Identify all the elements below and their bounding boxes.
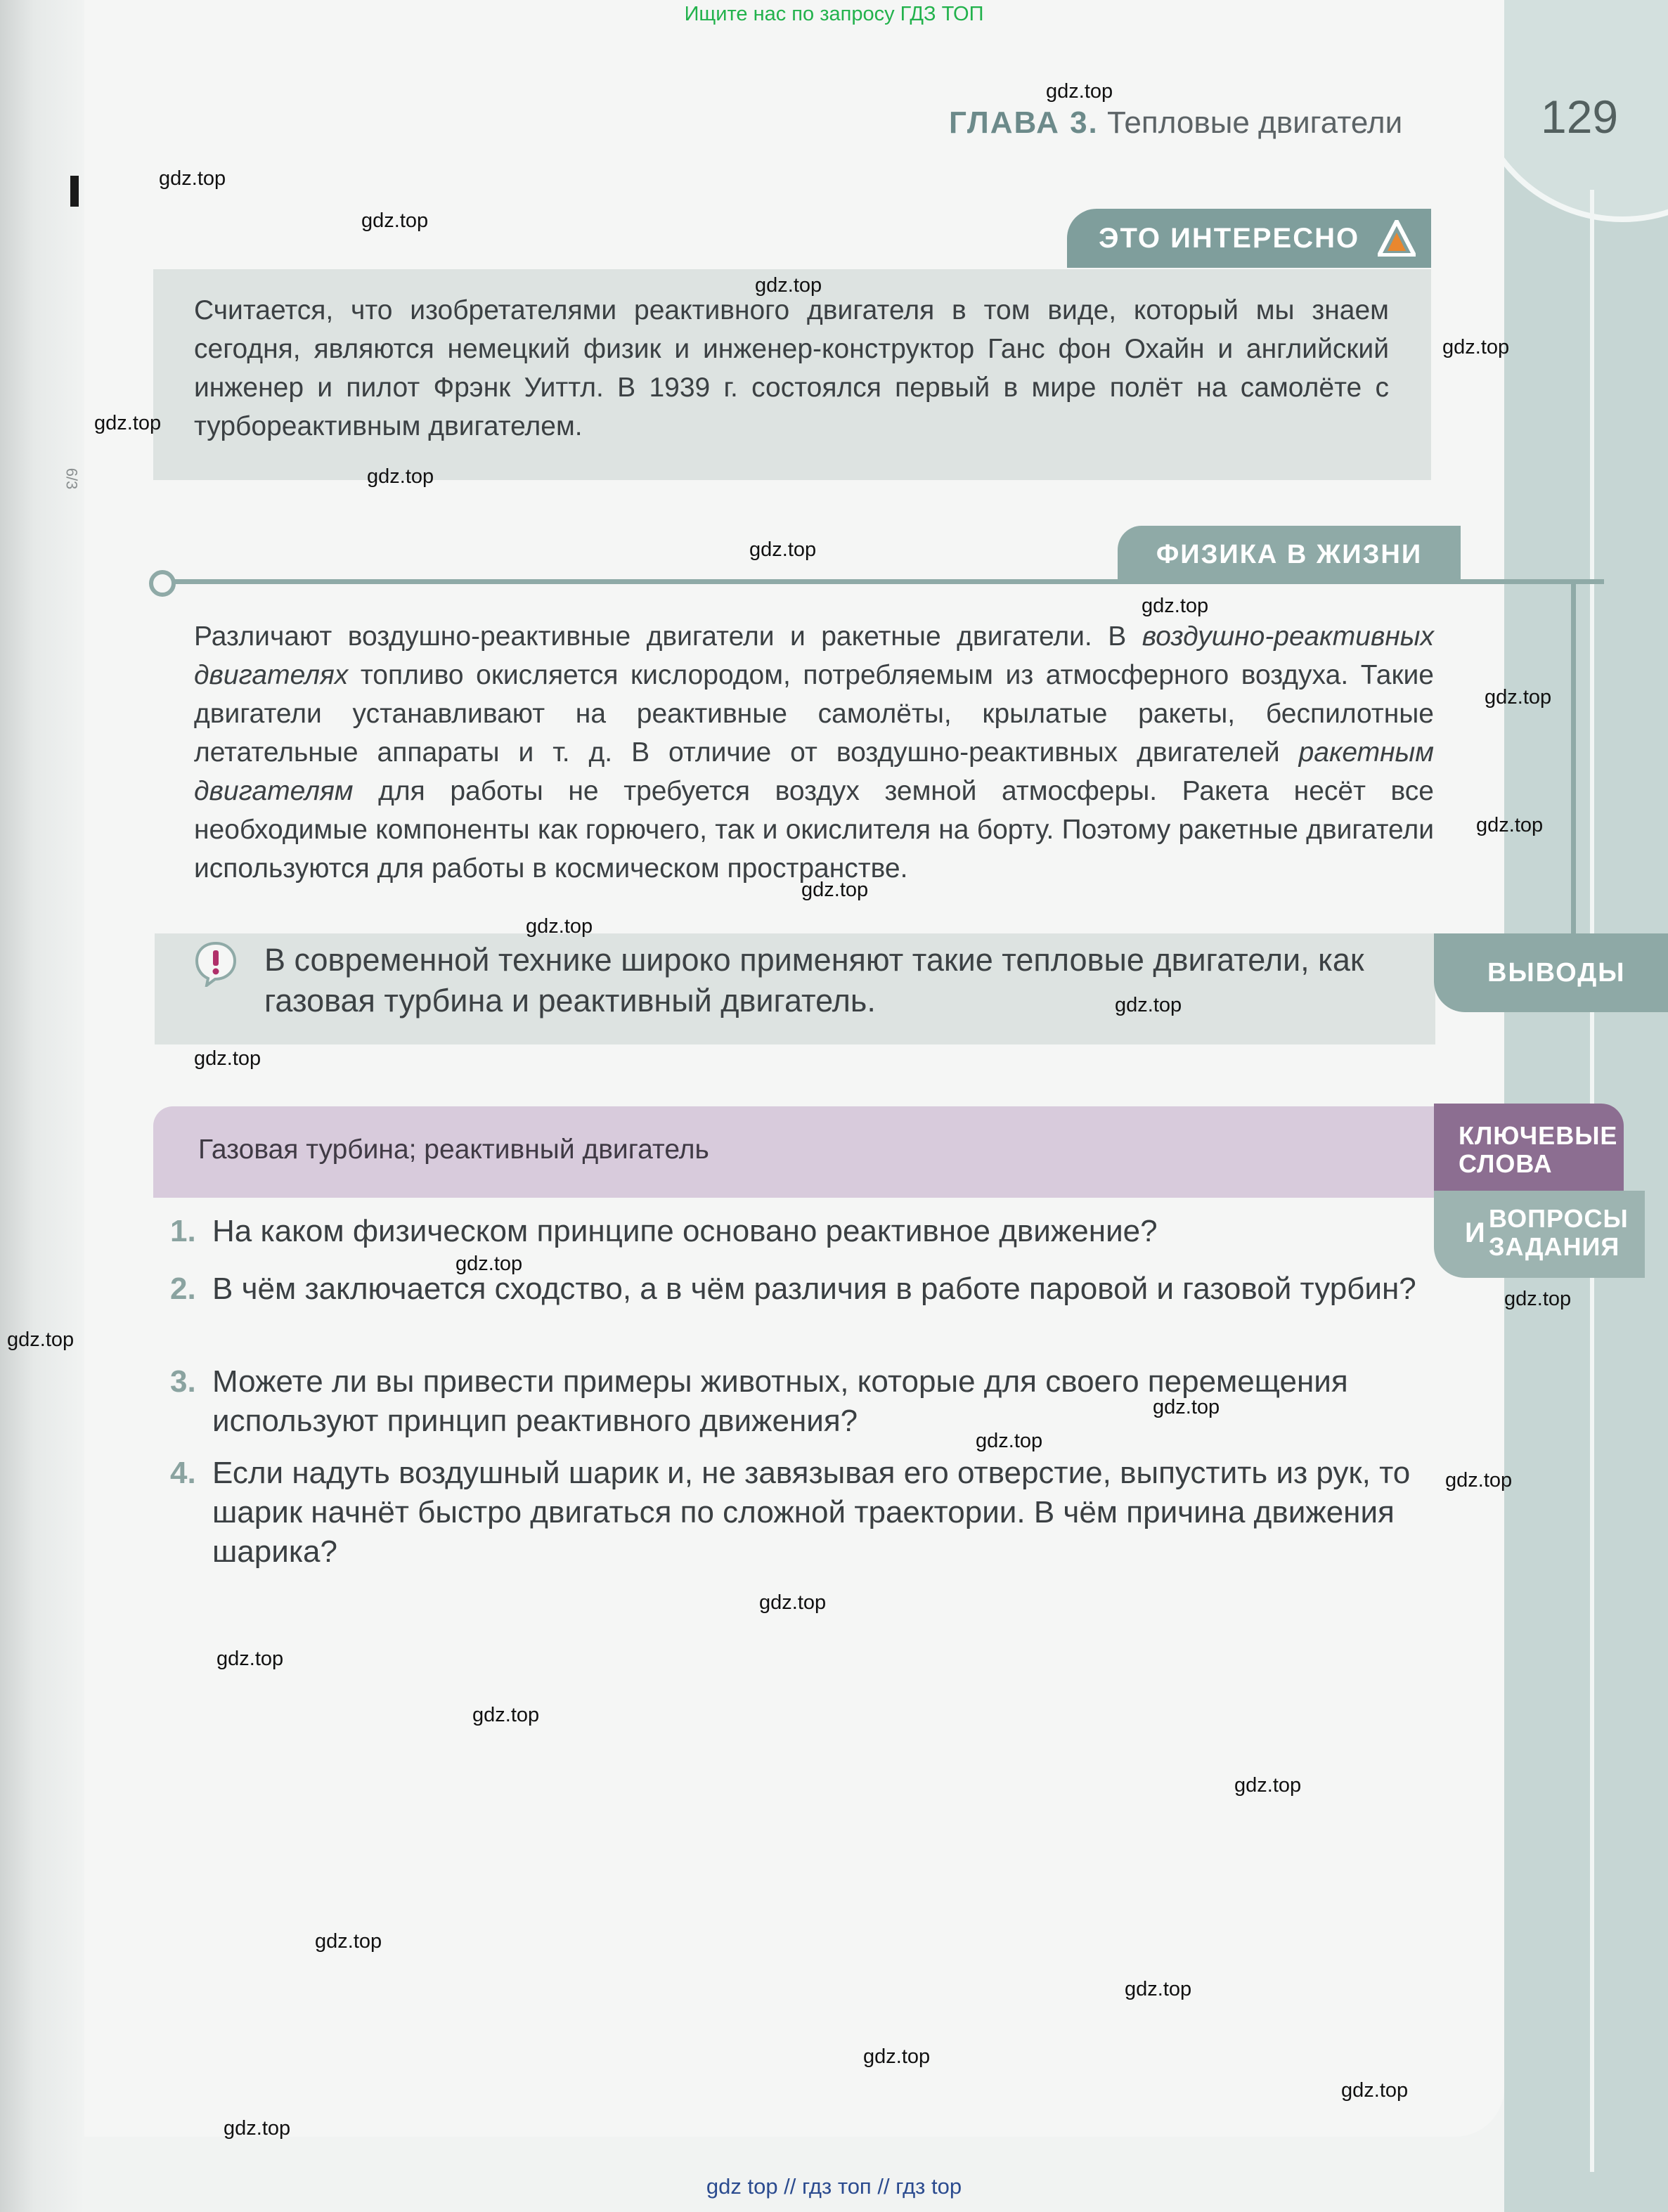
questions-tag-prefix: И [1465, 1217, 1485, 1248]
watermark: gdz.top [863, 2045, 931, 2068]
watermark: gdz.top [1125, 1978, 1192, 2000]
physics-life-text-1: Различают воздушно-реактивные двигатели и ракетные двигатели. В [194, 621, 1142, 652]
conclusions-tag: ВЫВОДЫ [1434, 933, 1668, 1012]
watermark: gdz.top [1046, 80, 1113, 103]
watermark: gdz.top [367, 465, 434, 488]
watermark: gdz.top [1142, 595, 1209, 617]
watermark: gdz.top [1341, 2079, 1409, 2102]
keywords-text: Газовая турбина; реактивный двигатель [198, 1134, 709, 1165]
watermark: gdz.top [224, 2117, 291, 2140]
question-1 [170, 1212, 1435, 1251]
watermark: gdz.top [455, 1253, 523, 1275]
questions-tag-line2: ЗАДАНИЯ [1489, 1232, 1620, 1261]
question-number: 3. [170, 1364, 196, 1399]
question-4 [170, 1454, 1435, 1572]
watermark: gdz.top [315, 1930, 382, 1953]
physics-life-text [194, 617, 1434, 888]
watermark: gdz.top [1445, 1469, 1513, 1492]
keywords-tag [1434, 1104, 1624, 1191]
watermark: gdz.top [1485, 686, 1552, 709]
watermark: gdz.top [801, 879, 869, 901]
conclusions-text: В современной технике широко применяют такие тепловые двигатели, как газовая турбина и реактивный двигатель. [264, 942, 1364, 1018]
watermark: gdz.top [1153, 1396, 1220, 1418]
question-text: На каком физическом принципе основано реактивное движение? [212, 1214, 1158, 1248]
keywords-tag-line1: КЛЮЧЕВЫЕ [1459, 1121, 1618, 1150]
watermark: gdz.top [749, 538, 817, 561]
watermark: gdz.top [1504, 1288, 1572, 1310]
watermark: gdz.top [759, 1591, 827, 1614]
term-rocket-engines: ракетным двигателям [194, 737, 1434, 806]
watermark: gdz.top [1442, 336, 1510, 358]
question-2 [170, 1269, 1435, 1309]
question-number: 1. [170, 1214, 196, 1248]
physics-life-branch [1571, 579, 1576, 945]
watermark: gdz.top [194, 1047, 261, 1070]
question-text: Если надуть воздушный шарик и, не завязывая его отверстие, выпустить из рук, то шарик начнёт быстро двигаться по сложной траектории. В чём причина движения шарика? [212, 1456, 1411, 1569]
interesting-text: Считается, что изобретателями реактивного двигателя в том виде, который мы знаем сегодня, являются немецкий физик и инженер-конструктор Ганс фон Охайн и английский инженер и пилот Фрэнк Уиттл. В 1939 г. состоялся первый в мире полёт на самолёте с турбореактивным двигателем. [194, 295, 1389, 441]
questions-tag-label [1489, 1205, 1629, 1261]
watermark: gdz.top [159, 167, 226, 190]
binding-shadow [0, 0, 84, 2212]
physics-life-text-2: топливо окисляется кислородом, потребляемым из атмосферного воздуха. Такие двигатели устанавливают на реактивные самолёты, крылатые ракеты, беспилотные летательные аппараты и т. д. В отличие от воздушно-реактивных двигателей [194, 660, 1434, 768]
page-number: 129 [1541, 91, 1619, 143]
binding-mark [70, 176, 79, 207]
top-search-link[interactable]: Ищите нас по запросу ГДЗ ТОП [684, 3, 984, 25]
questions-tag-line1: ВОПРОСЫ [1489, 1204, 1629, 1233]
physics-life-text-3: для работы не требуется воздух земной атмосферы. Ракета несёт все необходимые компоненты как горючего, так и окислителя на борту. Поэтому ракетные двигатели используются для работы в космическом пространстве. [194, 776, 1434, 884]
keywords-tag-line2: СЛОВА [1459, 1149, 1553, 1178]
watermark: gdz.top [472, 1704, 540, 1726]
watermark: gdz.top [1476, 814, 1544, 836]
watermark: gdz.top [1234, 1774, 1302, 1797]
penrose-triangle-icon [1378, 220, 1416, 257]
exclamation-bubble-icon [194, 940, 238, 987]
question-number: 4. [170, 1456, 196, 1490]
chapter-header [949, 105, 1402, 141]
term-air-jet-engines: воздушно-реактивных двигателях [194, 621, 1434, 690]
question-text: В чём заключается сходство, а в чём различия в работе паровой и газовой турбин? [212, 1272, 1416, 1306]
watermark: gdz.top [361, 209, 429, 232]
watermark: gdz.top [216, 1648, 284, 1670]
watermark: gdz.top [526, 915, 593, 938]
question-text: Можете ли вы привести примеры животных, которые для своего перемещения используют принцип реактивного движения? [212, 1364, 1348, 1438]
physics-life-tag: ФИЗИКА В ЖИЗНИ [1118, 526, 1461, 583]
interesting-tag-label: ЭТО ИНТЕРЕСНО [1099, 223, 1360, 254]
chapter-title: Тепловые двигатели [1107, 105, 1403, 140]
watermark: gdz.top [1115, 994, 1182, 1016]
spine-code: 6/3 [63, 467, 81, 490]
questions-tag [1434, 1191, 1645, 1278]
question-number: 2. [170, 1272, 196, 1306]
watermark: gdz.top [976, 1430, 1043, 1452]
footer-links[interactable]: gdz top // гдз топ // гдз top [706, 2174, 962, 2199]
circle-bullet-icon [149, 570, 176, 597]
watermark: gdz.top [7, 1328, 75, 1351]
interesting-tag [1067, 209, 1431, 268]
watermark: gdz.top [755, 274, 822, 297]
watermark: gdz.top [94, 412, 162, 434]
question-3 [170, 1362, 1435, 1441]
chapter-label: ГЛАВА 3. [949, 105, 1099, 140]
